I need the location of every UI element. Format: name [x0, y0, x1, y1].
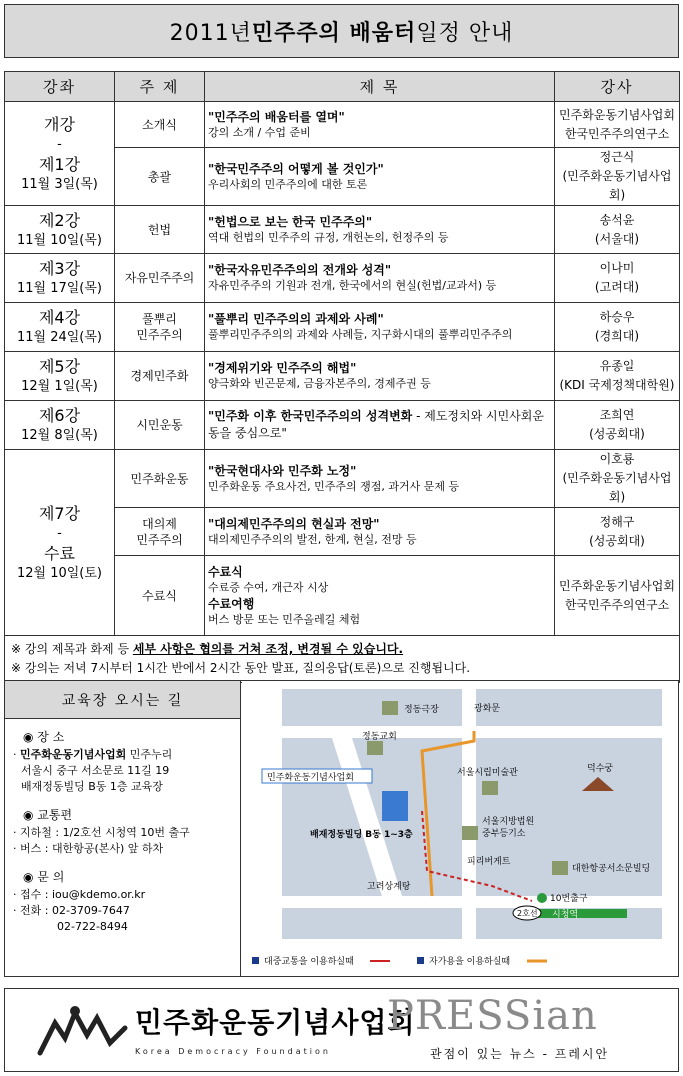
lecture-title: "한국민주주의 어떻게 볼 것인가"	[208, 161, 384, 176]
label-deoksu: 덕수궁	[587, 764, 614, 774]
label-building: 배재정동빌딩 B동 1~3층	[310, 830, 413, 840]
lecture-number-2: 제1강	[38, 154, 81, 174]
instructor-cell	[555, 556, 680, 636]
pressian-tagline: 관점이 있는 뉴스 - 프레시안	[430, 1047, 610, 1061]
label-court-2: 중부등기소	[482, 829, 526, 839]
table-row	[5, 206, 680, 254]
label-piri: 피리버게트	[467, 857, 511, 867]
instructor-affiliation: (민주화운동기념사업회)	[562, 471, 672, 504]
lecture-subtitle: 풀뿌리민주주의의 과제와 사례들, 지구화시대의 풀뿌리민주주의	[208, 328, 513, 341]
lecture-number: 제3강	[38, 259, 81, 278]
instructor-affiliation: (성공회대)	[589, 533, 645, 548]
instructor-cell	[555, 102, 680, 148]
lecture-cell	[5, 450, 115, 636]
lecture-date: 11월 24일(목)	[16, 330, 103, 345]
label-exit: 10번출구	[550, 894, 588, 904]
instructor-affiliation: (성공회대)	[589, 427, 645, 441]
table-row	[5, 450, 680, 508]
label-korail: 대한항공서소문빌딩	[572, 864, 651, 874]
label-theater: 정동극장	[404, 705, 439, 715]
title-bold: 민주주의 배움터	[251, 20, 417, 46]
instructor-name: 이호룡	[599, 452, 635, 466]
lecture-subtitle: 버스 방문 또는 민주올레길 체험	[208, 612, 361, 626]
note-2: ※ 강의는 저녁 7시부터 1시간 반에서 2시간 동안 발표, 질의응답(토론)으로 진행됩니다.	[11, 661, 471, 675]
instructor-name: 조희연	[599, 408, 635, 422]
instructor-affiliation: (서울대)	[594, 231, 640, 246]
building-church	[367, 741, 383, 755]
kdf-name-en: Korea Democracy Foundation	[135, 1047, 331, 1056]
exit-icon	[537, 893, 547, 903]
lecture-number-2: 수료	[44, 543, 75, 563]
location-info	[5, 681, 241, 976]
topic-cell: 자유민주주의	[115, 254, 205, 303]
note-1-bold: 세부 사항은 협의를 거쳐 조정, 변경될 수 있습니다.	[132, 642, 404, 656]
lecture-number: 제6강	[38, 406, 81, 425]
logo-section	[4, 988, 679, 1072]
instructor-name: 하승우	[599, 310, 635, 324]
title-cell	[205, 206, 555, 254]
instructor-cell	[555, 148, 680, 206]
kdf-logo-icon	[35, 1003, 130, 1058]
lecture-number: 제7강	[38, 503, 81, 523]
lecture-cell	[5, 206, 115, 254]
lecture-subtitle: 우리사회의 민주주의에 대한 토론	[208, 177, 368, 191]
lecture-subtitle: 역대 헌법의 민주주의 규정, 개헌논의, 헌정주의 등	[208, 230, 449, 244]
legend-car-text: 자가용을 이용하실때	[429, 957, 511, 967]
location-map	[242, 681, 678, 976]
title-cell	[205, 352, 555, 401]
instructor-cell	[555, 508, 680, 556]
lecture-cell	[5, 254, 115, 303]
topic-cell	[115, 508, 205, 556]
building-org	[382, 791, 408, 821]
contact-heading: ◉ 문 의	[23, 870, 65, 884]
note-1	[11, 640, 673, 659]
place-address-2: 배재정동빌딩 B동 1층 교육장	[21, 780, 163, 793]
title-cell	[205, 148, 555, 206]
legend-public-icon	[252, 957, 259, 964]
lecture-date: 12월 1일(목)	[21, 379, 98, 394]
topic-cell: 민주화운동	[115, 450, 205, 508]
lecture-number: 제4강	[38, 308, 81, 327]
instructor-affiliation: (민주화운동기념사업회)	[562, 169, 672, 202]
topic-line: 풀뿌리	[142, 312, 177, 326]
place-org-name: 민주화운동기념사업회	[20, 748, 127, 761]
location-heading: 교육장 오시는 길	[5, 681, 240, 719]
note-1-text: ※ 강의 제목과 화제 등	[11, 642, 133, 656]
map-svg	[242, 681, 678, 976]
instructor-name: 민주화운동기념사업회	[559, 107, 675, 122]
place-heading: ◉ 장 소	[23, 730, 65, 744]
instructor-cell	[555, 206, 680, 254]
topic-cell: 시민운동	[115, 401, 205, 450]
header-instructor: 강사	[555, 72, 680, 102]
title-post: 일정 안내	[416, 20, 514, 46]
lecture-cell	[5, 102, 115, 206]
instructor-name: 정해구	[599, 514, 635, 529]
title-pre: 2011년	[169, 20, 252, 46]
topic-cell: 헌법	[115, 206, 205, 254]
lecture-subtitle: 민주화운동 주요사건, 민주주의 쟁점, 과거사 문제 등	[208, 479, 460, 493]
lecture-title: "풀뿌리 민주주의의 과제와 사례"	[208, 312, 384, 326]
lecture-subtitle: 자유민주주의 기원과 전개, 한국에서의 현실(헌법/교과서) 등	[208, 279, 497, 292]
lecture-cell	[5, 401, 115, 450]
topic-cell: 소개식	[115, 102, 205, 148]
lecture-subtitle: 양극화와 빈곤문제, 금융자본주의, 경제주권 등	[208, 377, 431, 390]
instructor-cell	[555, 303, 680, 352]
contact-phone-1: · 전화 : 02-3709-7647	[13, 904, 130, 917]
lecture-title: "민주주의 배움터를 열며"	[208, 109, 345, 124]
instructor-cell	[555, 450, 680, 508]
transit-heading: ◉ 교통편	[23, 808, 73, 822]
road-horizontal-bottom	[282, 896, 662, 908]
instructor-cell	[555, 254, 680, 303]
lecture-date: 11월 10일(목)	[16, 232, 103, 248]
instructor-affiliation: 한국민주주의연구소	[564, 126, 670, 141]
lecture-date: 11월 3일(목)	[21, 176, 98, 192]
lecture-title: "민주화 이후 한국민주주의의 성격변화	[208, 409, 413, 423]
lecture-title: "한국자유민주주의의 전개와 성격"	[208, 263, 392, 277]
title-cell	[205, 401, 555, 450]
title-cell	[205, 556, 555, 636]
lecture-cell	[5, 352, 115, 401]
lecture-cell	[5, 303, 115, 352]
lecture-sep: -	[57, 525, 62, 541]
place-org: · 민주화운동기념사업회 민주누리	[13, 748, 173, 761]
contact-phone-2: 02-722-8494	[57, 920, 128, 933]
instructor-affiliation: (KDI 국제정책대학원)	[559, 378, 675, 392]
table-row	[5, 303, 680, 352]
lecture-subtitle: 강의 소개 / 수업 준비	[208, 125, 311, 139]
kdf-logo-stroke	[40, 1013, 125, 1053]
header-row	[5, 72, 680, 102]
legend-car-icon	[417, 957, 424, 964]
kdf-logo-dot	[70, 1006, 80, 1016]
label-org: 민주화운동기념사업회	[267, 773, 354, 783]
title-cell	[205, 303, 555, 352]
topic-cell: 수료식	[115, 556, 205, 636]
building-theater	[382, 701, 398, 715]
header-topic: 주 제	[115, 72, 205, 102]
table-row	[5, 254, 680, 303]
title-cell	[205, 450, 555, 508]
instructor-cell	[555, 352, 680, 401]
lecture-title: 수료식	[208, 564, 243, 579]
topic-cell: 경제민주화	[115, 352, 205, 401]
lecture-title: "대의제민주주의의 현실과 전망"	[208, 516, 380, 531]
lecture-date: 12월 10일(토)	[16, 565, 103, 581]
contact-email: · 접수 : iou@kdemo.or.kr	[13, 888, 146, 901]
schedule-table	[4, 71, 680, 683]
instructor-name: 이나미	[599, 261, 635, 275]
transit-bus: · 버스 : 대한항공(본사) 앞 하차	[13, 842, 164, 855]
lecture-subtitle: 수료증 수여, 개근자 시상	[208, 580, 329, 594]
title-cell	[205, 102, 555, 148]
label-museum: 서울시립미술관	[457, 768, 518, 778]
page-title	[4, 4, 679, 58]
header-title: 제 목	[205, 72, 555, 102]
label-station: 시청역	[552, 910, 579, 920]
legend-public-text: 대중교통을 이용하실때	[264, 957, 354, 967]
title-cell	[205, 254, 555, 303]
instructor-affiliation: (고려대)	[594, 280, 640, 294]
lecture-number: 제5강	[38, 357, 81, 376]
lecture-date: 11월 17일(목)	[16, 281, 103, 296]
lecture-subtitle: 대의제민주주의의 발전, 한계, 현실, 전망 등	[208, 532, 417, 546]
title-cell	[205, 508, 555, 556]
table-row	[5, 102, 680, 148]
topic-line: 대의제	[142, 516, 177, 531]
lecture-title: "한국현대사와 민주화 노정"	[208, 463, 357, 478]
pressian-logo: PRESSian	[387, 993, 598, 1039]
header-lecture: 강좌	[5, 72, 115, 102]
label-church: 정동교회	[362, 732, 397, 742]
instructor-name: 정근식	[599, 150, 635, 164]
notes-row	[5, 636, 680, 683]
transit-subway: · 지하철 : 1/2호선 시청역 10번 출구	[13, 826, 190, 839]
instructor-affiliation: 한국민주주의연구소	[564, 597, 670, 612]
instructor-name: 유종일	[599, 359, 635, 373]
building-court	[462, 826, 478, 840]
building-korail	[552, 861, 568, 875]
lecture-number: 개강	[44, 114, 75, 134]
lecture-sep: -	[57, 136, 62, 152]
kdf-name: 민주화운동기념사업회	[135, 1006, 416, 1039]
lecture-title: 수료여행	[208, 596, 255, 611]
instructor-cell	[555, 401, 680, 450]
place-org-tail: 민주누리	[126, 748, 173, 761]
topic-line: 민주주의	[136, 328, 183, 342]
lecture-number: 제2강	[38, 210, 81, 230]
label-goryeo: 고려상계탕	[367, 882, 411, 892]
lecture-title-tail: - 제도정치와 시민사회운동을 중심으로"	[208, 409, 544, 440]
topic-cell	[115, 303, 205, 352]
building-museum	[482, 781, 498, 795]
instructor-name: 송석윤	[599, 212, 635, 227]
instructor-affiliation: (경희대)	[594, 329, 640, 343]
notes-cell	[5, 636, 680, 683]
road-horizontal-top	[282, 726, 662, 738]
label-court: 서울지방법원	[482, 817, 535, 827]
topic-cell: 총괄	[115, 148, 205, 206]
lecture-date: 12월 8일(목)	[21, 428, 98, 443]
lecture-title: "헌법으로 보는 한국 민주주의"	[208, 214, 373, 229]
label-gwanghwamun: 광화문	[474, 704, 501, 714]
location-body	[5, 719, 240, 939]
instructor-name: 민주화운동기념사업회	[559, 578, 675, 593]
table-row	[5, 401, 680, 450]
lecture-title: "경제위기와 민주주의 해법"	[208, 361, 357, 375]
table-row	[5, 352, 680, 401]
location-section	[4, 680, 679, 977]
topic-line: 민주주의	[136, 532, 183, 547]
label-line: 2호선	[517, 909, 538, 918]
place-address-1: 서울시 중구 서소문로 11길 19	[21, 764, 170, 777]
